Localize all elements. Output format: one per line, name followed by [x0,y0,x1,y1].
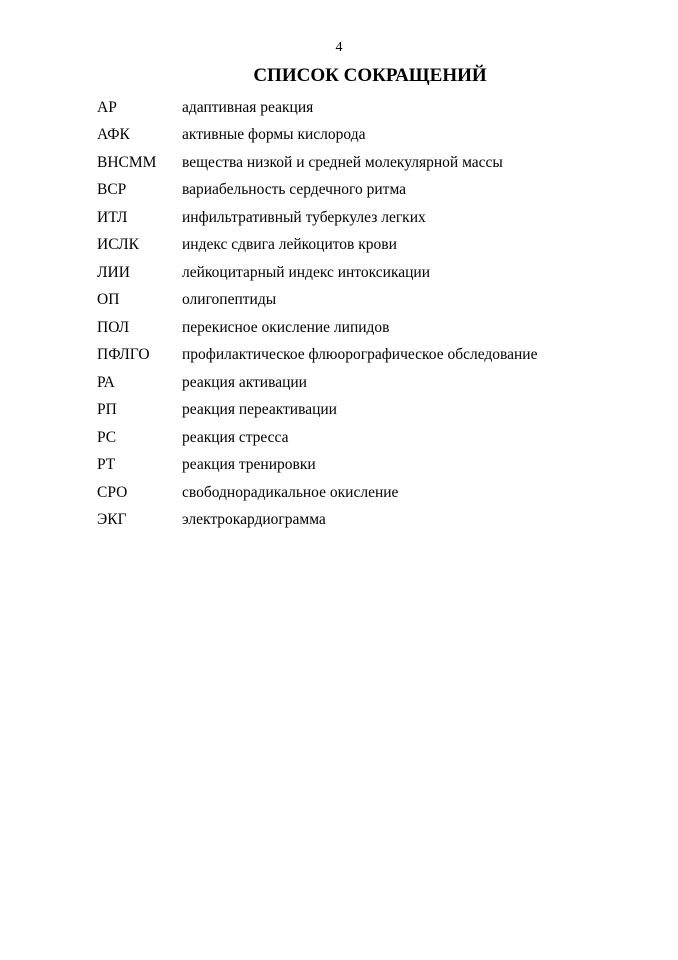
abbreviation-term: ОП [97,291,120,309]
abbreviation-term: РС [97,428,117,446]
abbreviation-definition: электрокардиограмма [182,511,326,529]
abbreviation-row [97,149,637,177]
abbreviation-definition: реакция переактивации [182,401,337,419]
abbreviation-row [97,479,637,507]
abbreviation-row [97,397,637,425]
abbreviation-term: СРО [97,483,128,501]
abbreviation-term: ПФЛГО [97,346,150,364]
abbreviation-definition: вещества низкой и средней молекулярной массы [182,153,503,171]
abbreviation-row [97,177,637,205]
abbreviation-term: ВНСММ [97,153,157,171]
page-title: СПИСОК СОКРАЩЕНИЙ [253,65,487,86]
abbreviation-term: РА [97,373,115,391]
abbreviation-row [97,94,637,122]
abbreviation-definition: адаптивная реакция [182,98,314,116]
abbreviation-term: ВСР [97,181,127,199]
abbreviation-definition: индекс сдвига лейкоцитов крови [182,236,397,254]
abbreviation-term: АР [97,98,117,116]
abbreviation-row [97,204,637,232]
abbreviation-row [97,369,637,397]
abbreviation-row [97,507,637,535]
abbreviation-term: РТ [97,456,116,474]
abbreviation-definition: активные формы кислорода [182,126,366,144]
abbreviation-term: ПОЛ [97,318,130,336]
abbreviation-definition: свободнорадикальное окисление [182,483,399,501]
abbreviation-definition: реакция активации [182,373,307,391]
abbreviation-row [97,232,637,260]
abbreviation-definition: вариабельность сердечного ритма [182,181,407,199]
abbreviation-definition: реакция стресса [182,428,289,446]
abbreviation-term: ИСЛК [97,236,139,254]
abbreviation-definition: перекисное окисление липидов [182,318,390,336]
abbreviation-row [97,122,637,150]
abbreviation-term: ЭКГ [97,511,127,529]
abbreviation-row [97,314,637,342]
abbreviation-row [97,342,637,370]
abbreviation-term: РП [97,401,117,419]
abbreviation-row [97,259,637,287]
abbreviation-definition: инфильтративный туберкулез легких [182,208,426,226]
abbreviation-definition: олигопептиды [182,291,277,309]
abbreviation-row [97,452,637,480]
abbreviation-definition: профилактическое флюорографическое обследование [182,346,538,364]
abbreviation-term: АФК [97,126,130,144]
abbreviation-row [97,424,637,452]
abbreviation-term: ЛИИ [97,263,130,281]
abbreviation-row [97,287,637,315]
page-number: 4 [335,40,343,55]
abbreviation-list [97,94,637,534]
abbreviation-definition: лейкоцитарный индекс интоксикации [182,263,431,281]
abbreviation-definition: реакция тренировки [182,456,316,474]
abbreviation-term: ИТЛ [97,208,128,226]
